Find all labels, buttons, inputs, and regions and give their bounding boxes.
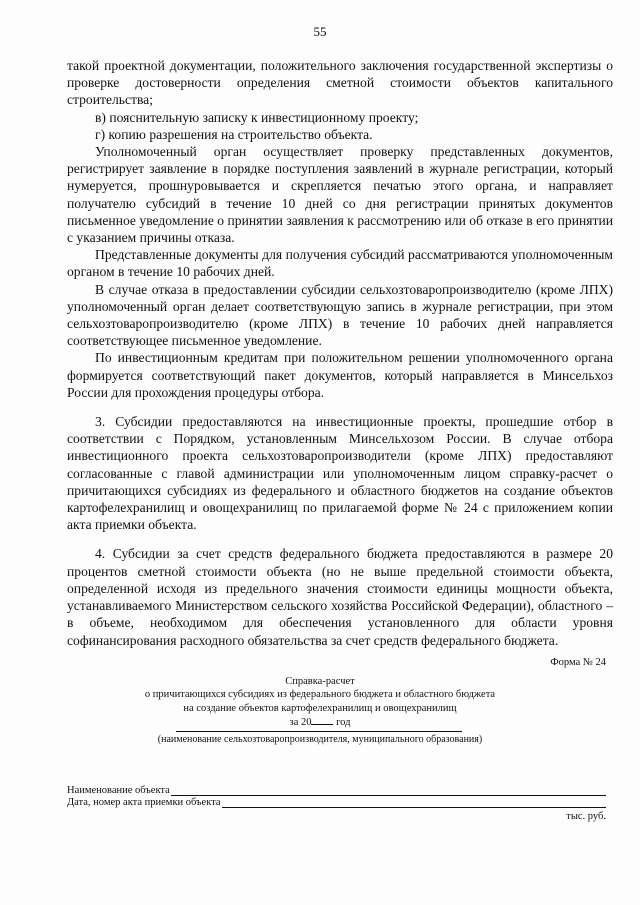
form-subtitle-2: на создание объектов картофелехранилищ и овощехранилищ xyxy=(183,702,457,714)
page-number: 55 xyxy=(313,24,327,39)
paragraph: Представленные документы для получения субсидий рассматриваются уполномоченным органом в течение 10 рабочих дней. xyxy=(67,247,613,280)
org-name-line xyxy=(176,731,462,732)
paragraph: 3. Субсидии предоставляются на инвестиционные проекты, прошедшие отбор в соответствии с Порядком, установленным Минсельхозом России. В случае отбора инвестиционного проекта сельхозтоваропроизводители (кроме ЛПХ) предоставляют согласованные с главой администрации или уполномоченным лицом справку-расчет о причитающихся субсидиях из федерального и областного бюджетов на создание объектов картофелехранилищ и овощехранилищ по прилагаемой форме № 24 с приложением копии акта приемки объекта. xyxy=(67,414,613,533)
acceptance-act-label: Дата, номер акта приемки объекта xyxy=(67,797,221,808)
unit-label: тыс. руб. xyxy=(566,811,606,822)
paragraph: в) пояснительную записку к инвестиционному проекту; xyxy=(95,109,419,125)
form-number-label: Форма № 24 xyxy=(550,657,606,668)
acceptance-act-field xyxy=(67,797,606,808)
year-blank xyxy=(311,715,333,725)
year-suffix: год xyxy=(336,717,351,729)
object-name-blank xyxy=(171,785,606,796)
paragraph: 4. Субсидии за счет средств федерального бюджета предоставляются в размере 20 процентов сметной стоимости объекта (но не выше предельной стоимости объекта, определенной исходя из предельного значения стоимости единицы мощности объекта, устанавливаемого Министерством сельского хозяйства Российской Федерации), областного – в объеме, необходимом для обеспечения установленного для области уровня софинансирования расходного обязательства за счет средств федерального бюджета. xyxy=(67,546,613,648)
document-body xyxy=(67,57,613,649)
form-subtitle-1: о причитающихся субсидиях из федерального бюджета и областного бюджета xyxy=(144,689,496,701)
paragraph: такой проектной документации, положительного заключения государственной экспертизы о проверке достоверности определения сметной стоимости объектов капитального строительства; xyxy=(67,58,613,108)
paragraph: По инвестиционным кредитам при положительном решении уполномоченного органа формируется соответствующий пакет документов, который направляется в Минсельхоз России для прохождения процедуры отбора. xyxy=(67,350,613,400)
form-year-line xyxy=(0,715,640,729)
form-title: Справка-расчет xyxy=(285,676,355,687)
paragraph: Уполномоченный орган осуществляет проверку представленных документов, регистрирует заявление в порядке поступления заявлений в журнале регистрации, который нумеруется, прошнуровывается и скрепляется печатью этого органа, и направляет получателю субсидий в течение 10 дней со дня регистрации принятых документов письменное уведомление о принятии заявления к рассмотрению или об отказе в его принятии с указанием причины отказа. xyxy=(67,144,613,246)
acceptance-act-blank xyxy=(222,797,606,808)
org-name-caption: (наименование сельхозтоваропроизводителя, муниципального образования) xyxy=(157,734,483,745)
form-heading xyxy=(0,675,640,730)
paragraph: В случае отказа в предоставлении субсидии сельхозтоваропроизводителю (кроме ЛПХ) уполномоченный орган делает соответствующую запись в журнале регистрации, при этом сельхозтоваропроизводителю (кроме ЛПХ) в течение 10 рабочих дней направляется соответствующее письменное уведомление. xyxy=(67,281,613,349)
paragraph: г) копию разрешения на строительство объекта. xyxy=(95,126,373,142)
year-prefix: за 20 xyxy=(289,717,312,729)
object-name-label: Наименование объекта xyxy=(67,785,170,796)
object-name-field xyxy=(67,785,606,796)
